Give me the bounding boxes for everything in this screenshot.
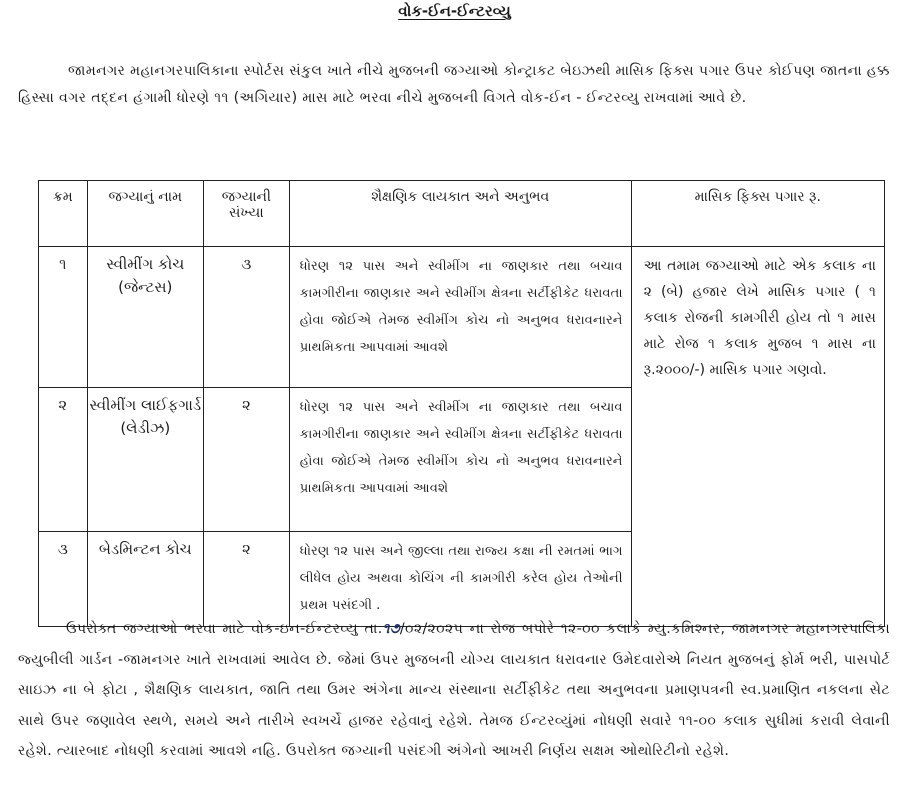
notice-heading-text: વોક-ઈન-ઈન્ટરવ્યુ xyxy=(398,2,511,20)
row-serial-no: ૩ xyxy=(39,532,88,627)
header-post-count: જગ્યાની સંખ્યા xyxy=(203,181,289,247)
row-qualification: ધોરણ ૧૨ પાસ અને સ્વીમીંગ ના જાણકાર તથા બચાવ કામગીરીના જાણકાર અને સ્વીમીંગ ક્ષેત્રના સર્ટીફીકેટ ધરાવતા હોવા જોઈએ તેમજ સ્વીમીંગ કોચ નો અનુભવ ધરાવનારને પ્રાથમિકતા આપવામાં આવશે xyxy=(289,388,631,532)
handwritten-date-day: ૧૭ xyxy=(382,621,400,637)
row-post-count: ૩ xyxy=(203,247,289,388)
row-post-name: સ્વીમીંગ કોચ (જેન્ટસ) xyxy=(87,247,203,388)
closing-after-date: /૦૨/૨૦૨૫ ના રોજ બપોરે ૧૨-૦૦ કલાકે મ્યુ.કમિશ્નર, જામનગર મહાનગરપાલિકા જ્યુબીલી ગાર્ડન -જામનગર ખાતે રાખવામાં આવેલ છે. જેમાં ઉપર મુજબની યોગ્ય લાયકાત ધરાવનાર ઉમેદવારોએ નિયત મુજબનું ફોર્મ ભરી, પાસપોર્ટ સાઇઝ ના બે ફોટા , શૈક્ષણિક લાયકાત, જાતિ તથા ઉમર અંગેના માન્ય સંસ્થાના સર્ટીફીકેટ તથા અનુભવના પ્રમાણપત્રની સ્વ.પ્રમાણિત નકલના સેટ સાથે ઉપર જણાવેલ સ્થળે, સમયે અને તારીખે સ્વખર્ચે હાજર રહેવાનું રહેશે. તેમજ ઈન્ટરવ્યુંમાં નોધણી સવારે ૧૧-૦૦ કલાક સુધીમાં કરાવી લેવાની રહેશે. ત્યારબાદ નોધણી કરવામાં આવશે નહિ. ઉપરોક્ત જગ્યાની પસંદગી અંગેનો આખરી નિર્ણય સક્ષમ ઓથોરિટીનો રહેશે. xyxy=(18,621,890,759)
row-serial-no: ૨ xyxy=(39,388,88,532)
notice-heading xyxy=(0,2,909,20)
header-qualification: શૈક્ષણિક લાયકાત અને અનુભવ xyxy=(289,181,631,247)
row-post-count: ૨ xyxy=(203,388,289,532)
closing-paragraph xyxy=(18,614,890,767)
row-qualification: ધોરણ ૧૨ પાસ અને સ્વીમીંગ ના જાણકાર તથા બચાવ કામગીરીના જાણકાર અને સ્વીમીંગ ક્ષેત્રના સર્ટીફીકેટ ધરાવતા હોવા જોઈએ તેમજ સ્વીમીંગ કોચ નો અનુભવ ધરાવનારને પ્રાથમિકતા આપવામાં આવશે xyxy=(289,247,631,388)
row-serial-no: ૧ xyxy=(39,247,88,388)
row-post-count: ૨ xyxy=(203,532,289,627)
row-post-name: બેડમિન્ટન કોચ xyxy=(87,532,203,627)
intro-paragraph: જામનગર મહાનગરપાલિકાના સ્પોર્ટસ સંકુલ ખાતે નીચે મુજબની જગ્યાઓ કોન્ટ્રાકટ બેઇઝથી માસિક ફિક્સ પગાર ઉપર કોઈપણ જાતના હક્ક હિસ્સા વગર તદ્દન હંગામી ધોરણે ૧૧ (અગિયાર) માસ માટે ભરવા નીચે મુજબની વિગતે વોક-ઈન - ઈન્ટરવ્યુ રાખવામાં આવે છે. xyxy=(18,63,890,106)
header-post-name: જગ્યાનું નામ xyxy=(87,181,203,247)
table-header-row xyxy=(39,181,885,247)
pay-note: આ તમામ જગ્યાઓ માટે એક કલાક ના ૨ (બે) હજાર લેખે માસિક પગાર ( ૧ કલાક રોજની કામગીરી હોય તો ૧ માસ માટે રોજ ૧ કલાક મુજબ ૧ માસ ના રૂ.૨૦૦૦/-) માસિક પગાર ગણવો. xyxy=(631,247,884,627)
posts-table xyxy=(38,180,885,627)
row-qualification: ધોરણ ૧૨ પાસ અને જીલ્લા તથા રાજ્ય કક્ષા ની રમતમાં ભાગ લીધેલ હોય અથવા કોચિંગ ની કામગીરી કરેલ હોય તેઓની પ્રથમ પસંદગી . xyxy=(289,532,631,627)
header-monthly-pay: માસિક ફિક્સ પગાર રૂ. xyxy=(631,181,884,247)
header-serial-no: ક્રમ xyxy=(39,181,88,247)
closing-before-date: ઉપરોક્ત જગ્યાઓ ભરવા માટે વોક-ઇન-ઈન્ટરવ્યુ તા. xyxy=(66,621,383,637)
row-post-name: સ્વીમીંગ લાઈફગાર્ડ (લેડીઝ) xyxy=(87,388,203,532)
table-row xyxy=(39,247,885,388)
